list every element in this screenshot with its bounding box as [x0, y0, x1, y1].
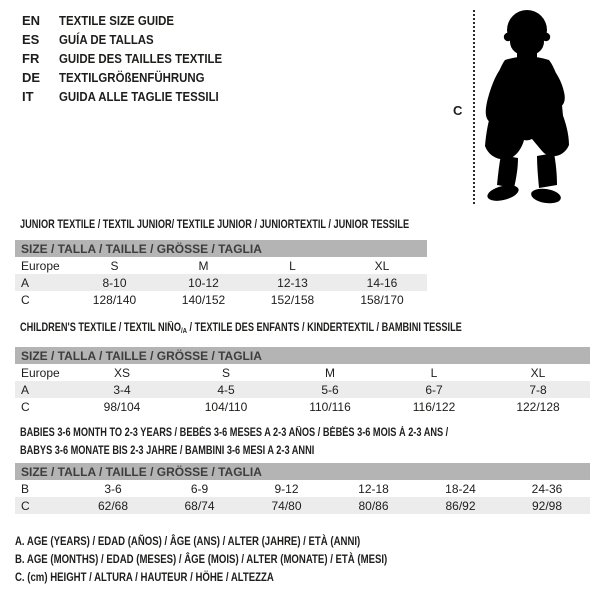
- cell: XL: [374, 258, 390, 273]
- lang-code: DE: [22, 70, 41, 85]
- cell: L: [430, 365, 438, 380]
- row-label: C: [15, 497, 70, 514]
- table-header-row: [15, 463, 590, 480]
- size-header-cell: SIZE / TALLA / TAILLE / GRÖSSE / TAGLIA: [15, 240, 427, 257]
- cell: S: [110, 258, 119, 273]
- lang-title: GUIDE DES TAILLES TEXTILE: [59, 51, 223, 66]
- legend-line-a: [15, 534, 480, 552]
- table-row-height: [15, 497, 590, 514]
- size-header-cell: SIZE / TALLA / TAILLE / GRÖSSE / TAGLIA: [15, 463, 590, 480]
- junior-section-title-text: JUNIOR TEXTILE / TEXTIL JUNIOR/ TEXTILE JUNIOR / JUNIORTEXTIL / JUNIOR TESSILE: [20, 219, 410, 231]
- table-row-europe: [15, 257, 427, 274]
- height-dashed-line: [473, 10, 475, 204]
- cell: 158/170: [360, 292, 404, 307]
- row-label: C: [21, 399, 30, 414]
- cell: S: [221, 365, 230, 380]
- cell: 116/122: [412, 399, 456, 414]
- height-measure-label: C: [453, 103, 463, 118]
- cell: 92/98: [504, 497, 590, 514]
- babies-size-table: [15, 463, 590, 514]
- row-label: Europe: [21, 365, 60, 380]
- cell: 62/68: [70, 497, 156, 514]
- cell: 9-12: [274, 481, 299, 496]
- title-subscript: /A: [180, 326, 187, 335]
- cell: 10-12: [159, 274, 248, 291]
- size-header-cell: SIZE / TALLA / TAILLE / GRÖSSE / TAGLIA: [15, 347, 590, 364]
- children-section-title-text: [20, 319, 462, 340]
- baby-silhouette-icon: [482, 8, 572, 208]
- lang-code: EN: [22, 13, 41, 28]
- legend: [15, 534, 480, 588]
- table-header-row: [15, 347, 590, 364]
- cell: 4-5: [174, 381, 278, 398]
- cell: 140/152: [181, 292, 226, 307]
- lang-title: GUÍA DE TALLAS: [59, 32, 154, 47]
- babies-title-line1: BABIES 3-6 MONTH TO 2-3 YEARS / BEBÉS 3-6 MESES A 2-3 AÑOS / BÉBÉS 3-6 MOIS À 2-3 ANS /: [20, 427, 449, 439]
- lang-row-de: [22, 68, 244, 87]
- row-label: A: [15, 274, 70, 291]
- cell: L: [289, 258, 296, 273]
- cell: 3-6: [104, 481, 122, 496]
- legend-text: A. AGE (YEARS) / EDAD (AÑOS) / ÂGE (ANS) / ALTER (JAHRE) / ETÀ (ANNI): [15, 534, 361, 548]
- legend-line-c: [15, 570, 480, 588]
- babies-title-line2: BABYS 3-6 MONATE BIS 2-3 JAHRE / BAMBINI 3-6 MESI A 2-3 ANNI: [20, 445, 315, 457]
- row-label: A: [15, 381, 70, 398]
- cell: 152/158: [270, 292, 315, 307]
- lang-title: TEXTILE SIZE GUIDE: [59, 13, 175, 28]
- junior-size-table: [15, 240, 427, 308]
- cell: 12-18: [358, 481, 389, 496]
- table-row-europe: [15, 364, 590, 381]
- cell: 8-10: [70, 274, 159, 291]
- cell: 6-7: [382, 381, 486, 398]
- cell: M: [198, 258, 209, 273]
- cell: 5-6: [278, 381, 382, 398]
- language-title-block: [22, 11, 244, 106]
- lang-row-en: [22, 11, 244, 30]
- children-size-table: [15, 347, 590, 415]
- row-label: B: [21, 481, 30, 496]
- lang-row-fr: [22, 49, 244, 68]
- lang-row-it: [22, 87, 244, 106]
- cell: 80/86: [330, 497, 417, 514]
- cell: 74/80: [243, 497, 330, 514]
- babies-section-title: [20, 424, 555, 460]
- cell: 86/92: [417, 497, 504, 514]
- lang-code: ES: [22, 32, 40, 47]
- cell: 6-9: [190, 481, 209, 496]
- cell: 110/116: [309, 399, 351, 414]
- cell: 12-13: [248, 274, 337, 291]
- cell: 14-16: [337, 274, 427, 291]
- lang-code: FR: [22, 51, 40, 66]
- legend-text: B. AGE (MONTHS) / EDAD (MESES) / ÂGE (MOIS) / ALTER (MONATE) / ETÀ (MESI): [15, 552, 388, 566]
- cell: 104/110: [204, 399, 248, 414]
- row-label: C: [21, 292, 30, 307]
- table-row-height: [15, 398, 590, 415]
- lang-title: GUIDA ALLE TAGLIE TESSILI: [59, 89, 219, 104]
- legend-line-b: [15, 552, 480, 570]
- cell: 3-4: [70, 381, 174, 398]
- row-label: Europe: [21, 258, 60, 273]
- title-part: / TEXTILE DES ENFANTS / KINDERTEXTIL / BAMBINI TESSILE: [186, 322, 462, 334]
- baby-height-figure: [450, 0, 600, 220]
- cell: 122/128: [516, 399, 560, 414]
- table-row-age-months: [15, 480, 590, 497]
- children-section-title: [20, 319, 572, 340]
- table-row-age-years: [15, 274, 427, 291]
- cell: XL: [530, 365, 546, 380]
- cell: 24-36: [531, 481, 563, 496]
- cell: XS: [113, 365, 130, 380]
- cell: 18-24: [445, 481, 476, 496]
- table-header-row: [15, 240, 427, 257]
- cell: M: [325, 365, 335, 380]
- table-row-age-years: [15, 381, 590, 398]
- cell: 68/74: [156, 497, 243, 514]
- lang-title: TEXTILGRÖßENFÜHRUNG: [59, 70, 205, 85]
- cell: 98/104: [103, 399, 141, 414]
- table-row-height: [15, 291, 427, 308]
- cell: 7-8: [486, 381, 590, 398]
- lang-row-es: [22, 30, 244, 49]
- title-part: CHILDREN'S TEXTILE / TEXTIL NIÑO: [20, 322, 181, 334]
- junior-section-title: [20, 216, 506, 234]
- cell: 128/140: [92, 292, 137, 307]
- lang-code: IT: [22, 89, 34, 104]
- legend-text: C. (cm) HEIGHT / ALTURA / HAUTEUR / HÖHE / ALTEZZA: [15, 570, 274, 584]
